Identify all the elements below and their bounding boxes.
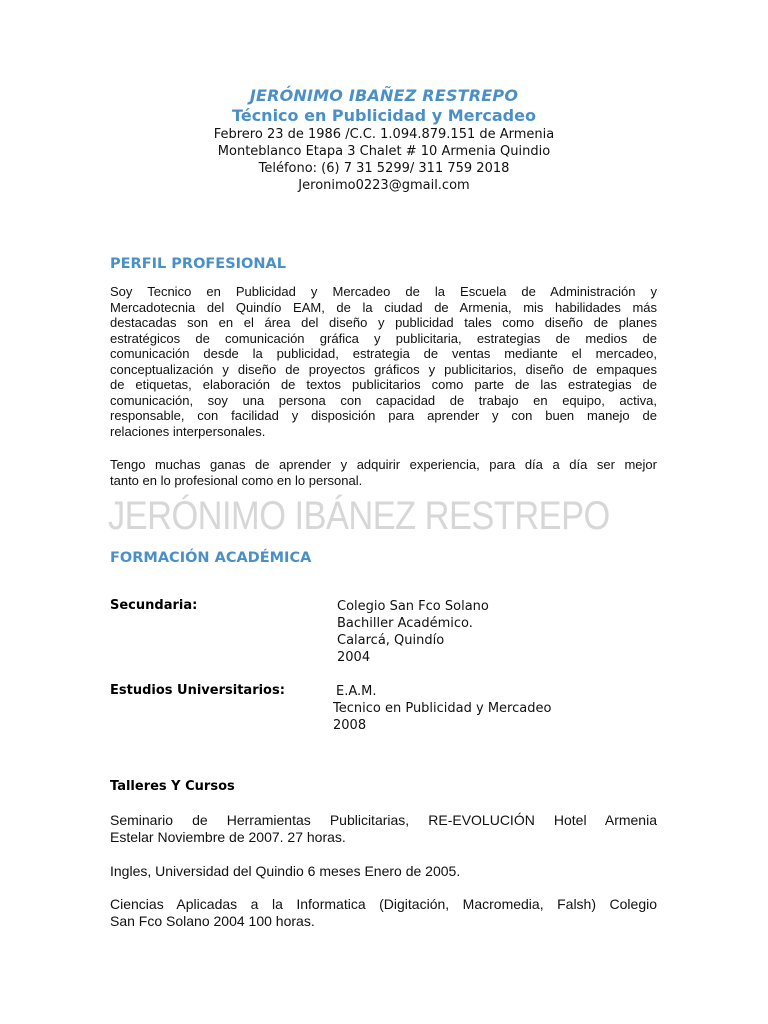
course-line: Ciencias Aplicadas a la Informatica (Digitación, Macromedia, Falsh) Colegio bbox=[110, 896, 657, 912]
perfil-title: PERFIL PROFESIONAL bbox=[110, 256, 286, 272]
resume-header bbox=[0, 86, 768, 194]
course-line: Ingles, Universidad del Quindio 6 meses Enero de 2005. bbox=[110, 863, 461, 879]
perfil-line: Mercadotecnia del Quindío EAM, de la ciudad de Armenia, mis habilidades más bbox=[110, 299, 657, 315]
formacion-title: FORMACIÓN ACADÉMICA bbox=[110, 550, 312, 566]
talleres-title: Talleres Y Cursos bbox=[110, 779, 235, 794]
course-line: San Fco Solano 2004 100 horas. bbox=[110, 913, 315, 929]
universitarios-label: Estudios Universitarios: bbox=[110, 683, 285, 698]
candidate-title: Técnico en Publicidad y Mercadeo bbox=[232, 106, 536, 125]
perfil-line: responsable, con facilidad y disposición para aprender y con buen manejo de bbox=[110, 408, 657, 423]
birth-line: Febrero 23 de 1986 /C.C. 1.094.879.151 de Armenia bbox=[213, 127, 555, 142]
perfil-line: relaciones interpersonales. bbox=[110, 423, 266, 439]
secundaria-line: Bachiller Académico. bbox=[337, 616, 473, 631]
course-item bbox=[110, 863, 657, 880]
perfil-line: de etiquetas, elaboración de textos publicitarios como parte de las estrategias de bbox=[110, 377, 657, 392]
perfil-line: comunicación desde la publicidad, estrategia de ventas mediante el mercadeo, bbox=[110, 346, 657, 361]
course-line: Seminario de Herramientas Publicitarias, RE-EVOLUCIÓN Hotel Armenia bbox=[110, 812, 657, 828]
universitarios-line: E.A.M. bbox=[336, 684, 377, 699]
perfil-paragraph-2 bbox=[110, 457, 657, 488]
course-item bbox=[110, 896, 657, 930]
perfil-line: destacadas son en el área del diseño y publicidad tales como diseño de planes bbox=[110, 315, 657, 330]
perfil-line: estratégicos de comunicación gráfica y publicitaria, estrategias de medios de bbox=[110, 330, 657, 346]
course-line: Estelar Noviembre de 2007. 27 horas. bbox=[110, 829, 346, 845]
secundaria-details bbox=[337, 598, 489, 666]
course-item bbox=[110, 812, 657, 846]
secundaria-line: Colegio San Fco Solano bbox=[337, 599, 489, 614]
perfil-line: conceptualización y diseño de proyectos gráficos y publicitarios, diseño de empaques bbox=[110, 361, 657, 377]
name-watermark: JERÓNIMO IBÁNEZ RESTREPO bbox=[108, 494, 610, 538]
perfil-line: tanto en lo profesional como en lo personal. bbox=[110, 472, 363, 488]
perfil-line: Soy Tecnico en Publicidad y Mercadeo de la Escuela de Administración y bbox=[110, 284, 657, 299]
universitarios-line: 2008 bbox=[333, 718, 367, 733]
perfil-line: comunicación, soy una persona con capacidad de trabajo en equipo, activa, bbox=[110, 392, 657, 408]
email-line: Jeronimo0223@gmail.com bbox=[298, 178, 470, 193]
address-line: Monteblanco Etapa 3 Chalet # 10 Armenia Quindio bbox=[217, 144, 551, 159]
secundaria-line: 2004 bbox=[337, 650, 371, 665]
secundaria-line: Calarcá, Quindío bbox=[337, 633, 445, 648]
candidate-name: JERÓNIMO IBAÑEZ RESTREPO bbox=[249, 86, 519, 105]
universitarios-line: Tecnico en Publicidad y Mercadeo bbox=[333, 701, 552, 716]
secundaria-label: Secundaria: bbox=[110, 598, 198, 613]
phone-line: Teléfono: (6) 7 31 5299/ 311 759 2018 bbox=[258, 161, 510, 176]
perfil-line: Tengo muchas ganas de aprender y adquirir experiencia, para día a día ser mejor bbox=[110, 457, 657, 472]
perfil-paragraph bbox=[110, 284, 657, 439]
universitarios-details bbox=[333, 683, 551, 734]
